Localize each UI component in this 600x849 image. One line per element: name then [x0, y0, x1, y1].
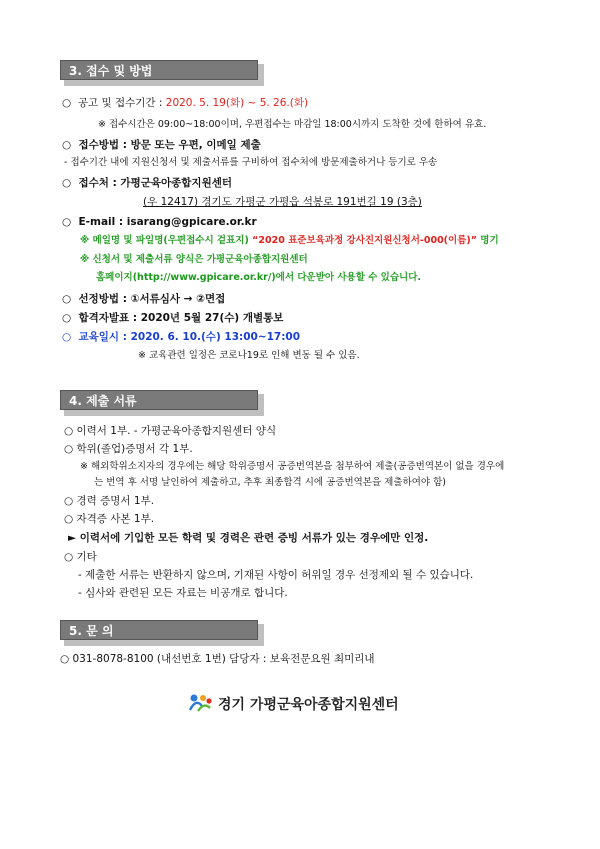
etc-note-2: - 심사와 관련된 모든 자료는 비공개로 합니다. — [78, 587, 288, 599]
center-logo-icon — [188, 692, 214, 714]
doc-emphasis: ► 이력서에 기입한 모든 학력 및 경력은 관련 증빙 서류가 있는 경우에만 인정. — [68, 532, 429, 544]
etc-note-1: - 제출한 서류는 반환하지 않으며, 기재된 사항이 허위일 경우 선정제외 될 수 있습니다. — [78, 569, 474, 581]
doc-item-1: ○ 이력서 1부. - 가평군육아종합지원센터 양식 — [64, 425, 277, 437]
email-note: ※ 메일명 및 파일명(우편접수시 겉표지) “2020 표준보육과정 강사진지원신청서-000(이름)” 명기 — [80, 235, 499, 246]
doc-item-3: ○ 경력 증명서 1부. — [64, 495, 155, 507]
form-note-2: 홈페이지(http://www.gpicare.or.kr/)에서 다운받아 사용할 수 있습니다. — [96, 272, 421, 283]
form-note-1: ※ 신청서 및 제출서류 양식은 가평군육아종합지원센터 — [80, 254, 308, 265]
edu-note: ※ 교육관련 일정은 코로나19로 인해 변동 될 수 있음. — [138, 350, 360, 361]
section-3-title: 3. 접수 및 방법 — [60, 60, 258, 80]
method-line: ○ 접수방법 : 방문 또는 우편, 이메일 제출 — [62, 139, 261, 151]
doc-note-2: 는 번역 후 서명 날인하여 제출하고, 추후 최종합격 시에 공증번역본을 제출하여야 함) — [94, 477, 446, 488]
doc-item-4: ○ 자격증 사본 1부. — [64, 513, 155, 525]
edu-line: ○ 교육일시 : 2020. 6. 10.(수) 13:00~17:00 — [62, 331, 301, 343]
doc-item-5: ○ 기타 — [64, 551, 97, 563]
center-name: 경기 가평군육아종합지원센터 — [218, 697, 399, 713]
period-line: ○ 공고 및 접수기간 : 2020. 5. 19(화) ~ 5. 26.(화) — [62, 97, 309, 109]
result-line: ○ 합격자발표 : 2020년 5월 27(수) 개별통보 — [62, 312, 284, 324]
contact-line: ○ 031-8078-8100 (내선번호 1번) 담당자 : 보육전문요원 최미리내 — [60, 653, 375, 665]
place-line: ○ 접수처 : 가평군육아종합지원센터 — [62, 177, 232, 189]
section-4-header — [60, 390, 264, 416]
selection-line: ○ 선정방법 : ①서류심사 → ②면접 — [62, 293, 226, 305]
email-line: ○ E-mail : isarang@gpicare.or.kr — [62, 216, 257, 228]
doc-item-2: ○ 학위(졸업)증명서 각 1부. — [64, 443, 193, 455]
period-note: ※ 접수시간은 09:00~18:00이며, 우편접수는 마감일 18:00시까지 도착한 것에 한하여 유효. — [98, 119, 487, 130]
section-3-header — [60, 60, 264, 86]
doc-note-1: ※ 해외학위소지자의 경우에는 해당 학위증명서 공증번역본을 첨부하여 제출(공증번역본이 없을 경우에 — [80, 461, 505, 472]
section-5-header — [60, 620, 264, 646]
address: (우 12417) 경기도 가평군 가평읍 석봉로 191번길 19 (3층) — [143, 196, 422, 208]
section-5-title: 5. 문 의 — [60, 620, 258, 640]
method-note: - 접수기간 내에 지원신청서 및 제출서류를 구비하여 접수처에 방문제출하거나 등기로 우송 — [64, 157, 438, 168]
section-4-title: 4. 제출 서류 — [60, 390, 258, 410]
